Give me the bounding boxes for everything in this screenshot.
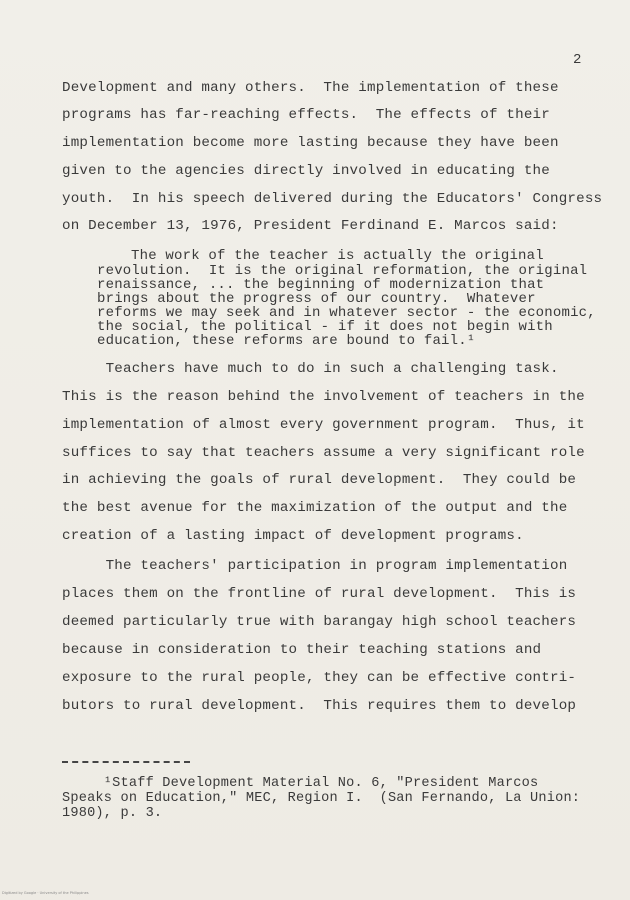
body-line: creation of a lasting impact of development programs.: [62, 528, 524, 544]
body-line: Development and many others. The implementation of these: [62, 80, 559, 96]
body-line: deemed particularly true with barangay high school teachers: [62, 614, 577, 630]
body-line: butors to rural development. This requires them to develop: [62, 698, 577, 714]
scan-footer: Digitized by Google · University of the Philippines: [2, 891, 89, 895]
body-line: the best avenue for the maximization of the output and the: [62, 500, 568, 516]
footnote-separator: [62, 761, 190, 763]
body-line: The teachers' participation in program implementation: [62, 558, 568, 574]
body-line: exposure to the rural people, they can be effective contri-: [62, 670, 577, 686]
body-line: suffices to say that teachers assume a very significant role: [62, 445, 585, 461]
body-line: Teachers have much to do in such a challenging task.: [62, 361, 559, 377]
body-line: given to the agencies directly involved in educating the: [62, 163, 550, 179]
footnote-line: 1980), p. 3.: [62, 806, 163, 821]
body-line: because in consideration to their teaching stations and: [62, 642, 542, 658]
quote-line: revolution. It is the original reformation, the original: [97, 263, 588, 279]
body-line: in achieving the goals of rural development. They could be: [62, 472, 577, 488]
body-line: places them on the frontline of rural development. This is: [62, 586, 577, 602]
body-line: on December 13, 1976, President Ferdinand E. Marcos said:: [62, 218, 559, 234]
body-line: This is the reason behind the involvement of teachers in the: [62, 389, 585, 405]
body-line: programs has far-reaching effects. The effects of their: [62, 107, 550, 123]
body-line: implementation of almost every government program. Thus, it: [62, 417, 585, 433]
quote-line: The work of the teacher is actually the original: [131, 248, 544, 264]
body-line: implementation become more lasting because they have been: [62, 135, 559, 151]
page-number: 2: [573, 52, 582, 68]
quote-line: education, these reforms are bound to fail.¹: [97, 333, 476, 349]
quote-line: brings about the progress of our country. Whatever: [97, 291, 536, 307]
footnote-line: ¹Staff Development Material No. 6, "President Marcos: [62, 776, 539, 791]
body-line: youth. In his speech delivered during the Educators' Congress: [62, 191, 603, 207]
quote-line: renaissance, ... the beginning of modernization that: [97, 277, 545, 293]
footnote-line: Speaks on Education," MEC, Region I. (San Fernando, La Union:: [62, 791, 581, 806]
quote-line: the social, the political - if it does not begin with: [97, 319, 553, 335]
quote-line: reforms we may seek and in whatever sector - the economic,: [97, 305, 596, 321]
